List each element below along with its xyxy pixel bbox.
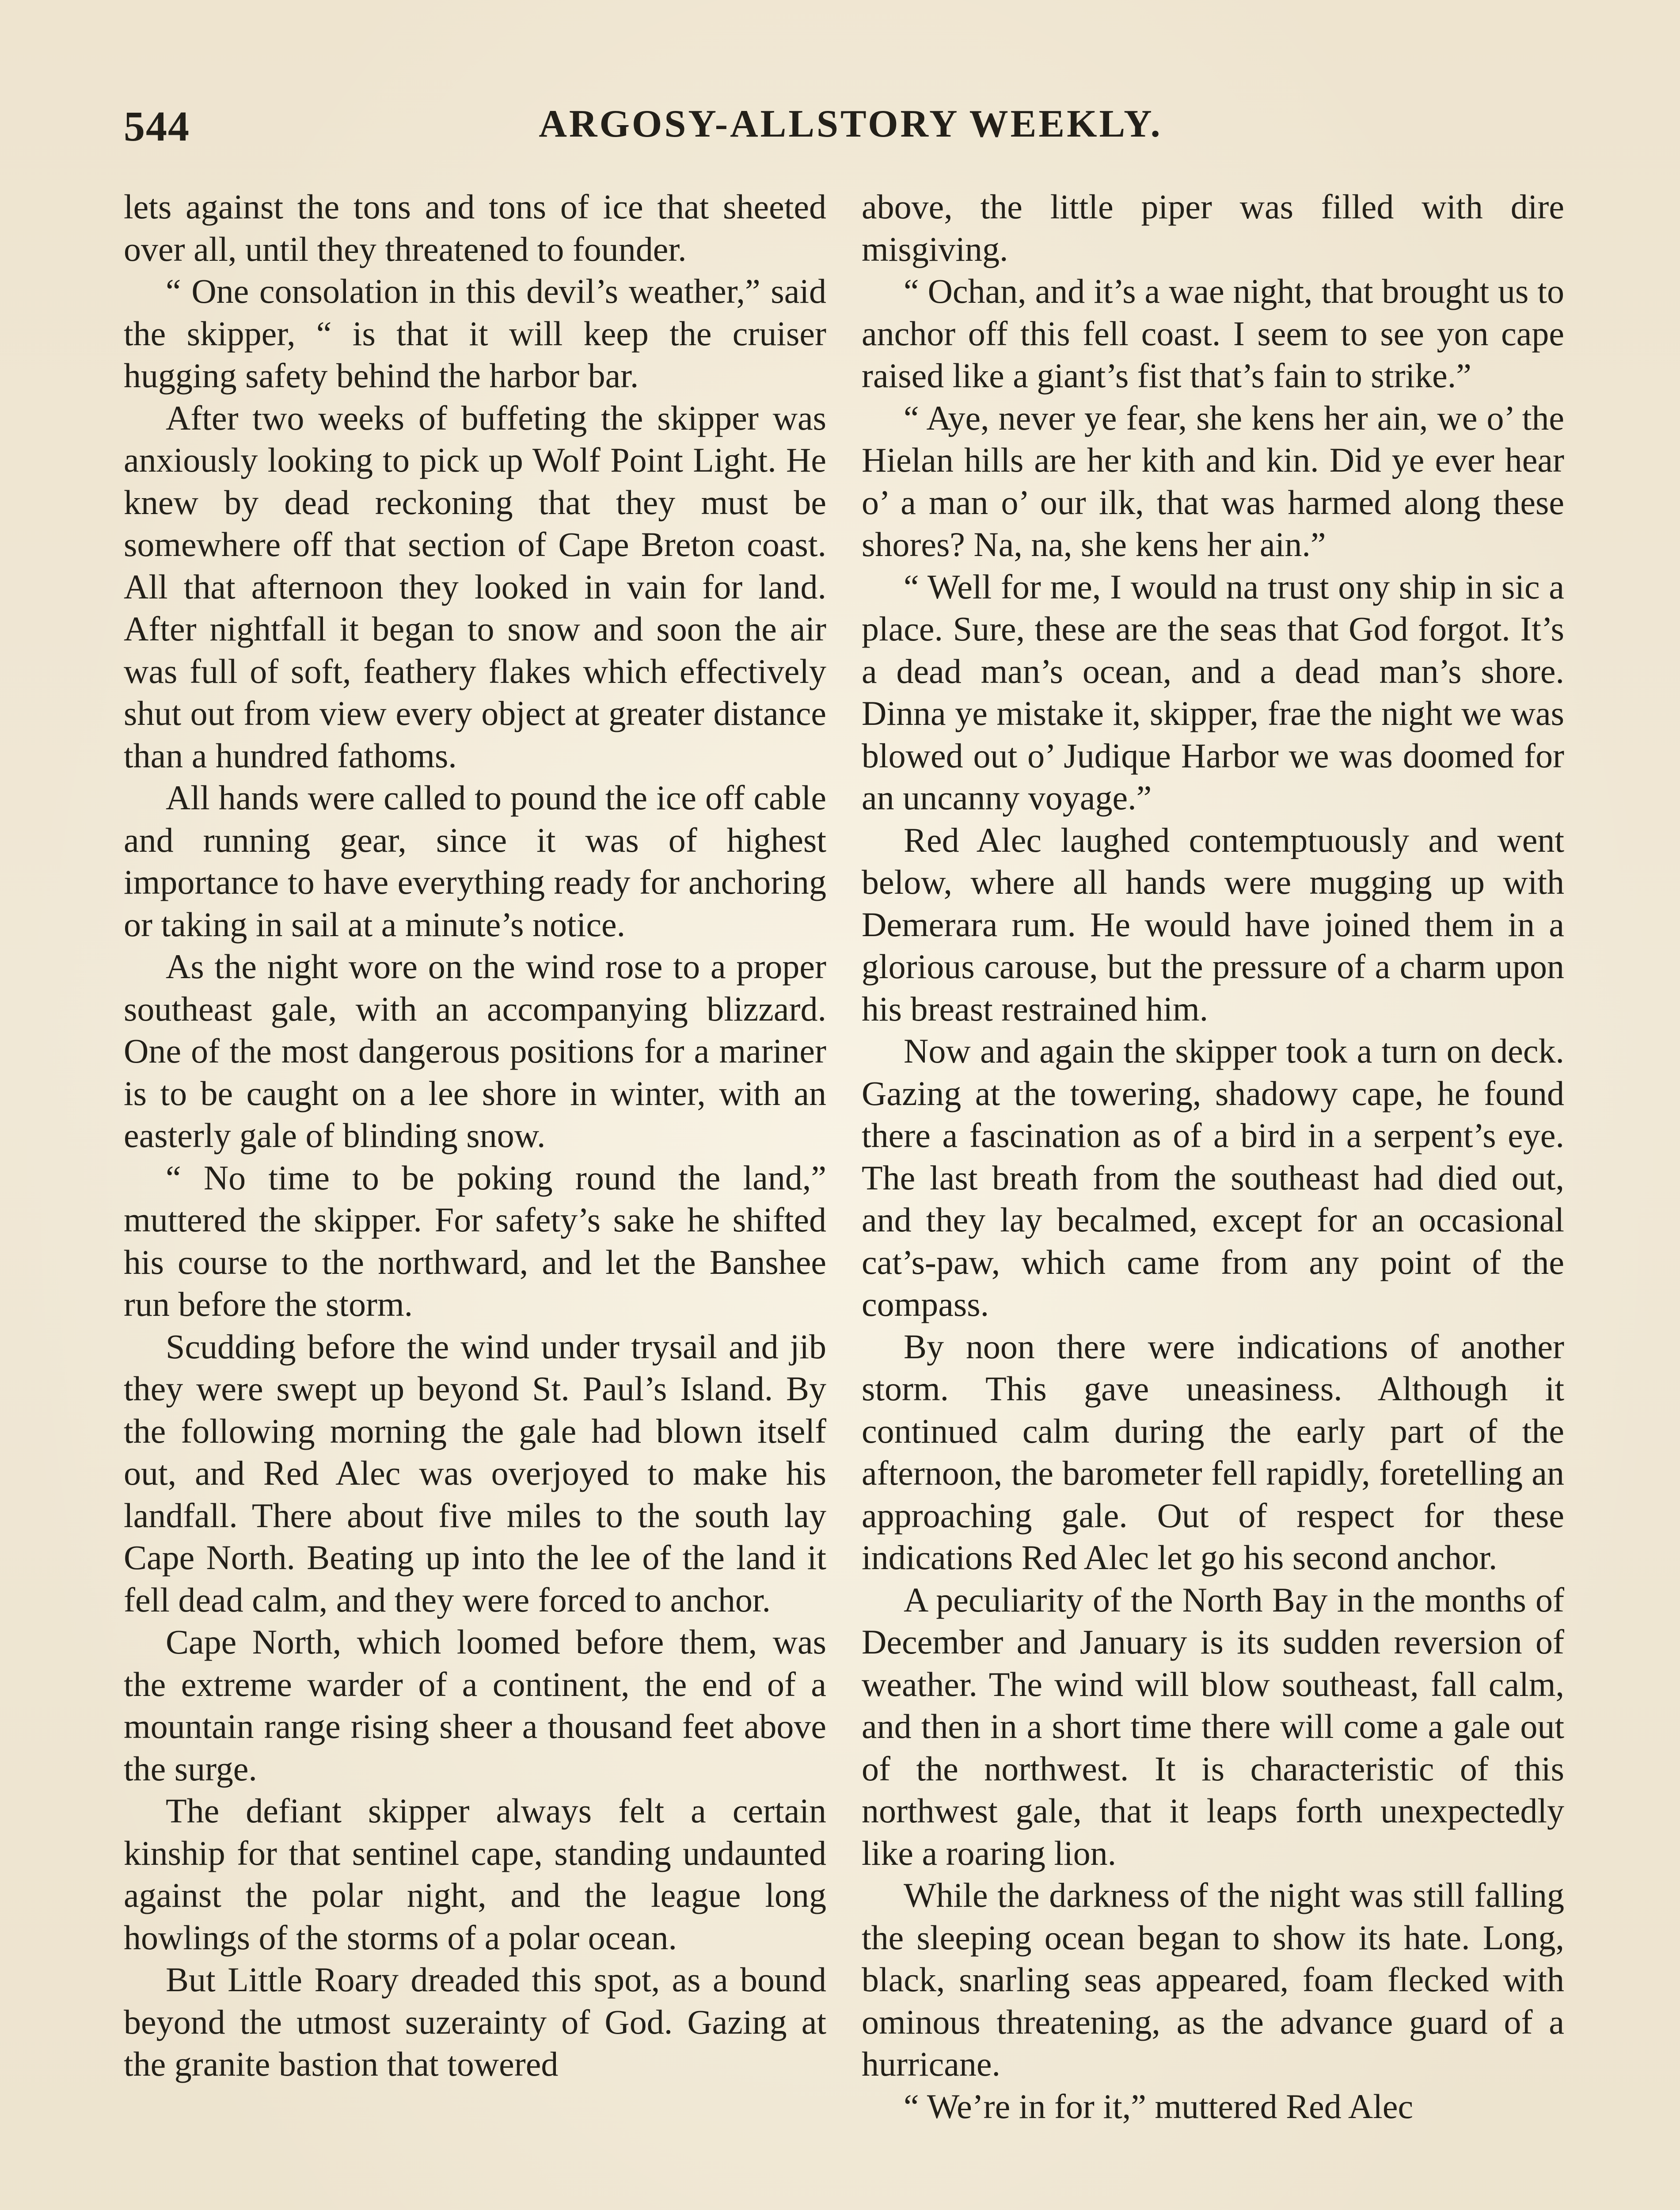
- paragraph: “ Well for me, I would na trust ony ship in sic a place. Sure, these are the seas that God forgot. It’s a dead man’s ocean, and a dead man’s shore. Dinna ye mistake it, skipper, frae the night we was blowed out o’ Judique Harbor we was doomed for an uncanny voyage.”: [862, 567, 1564, 817]
- paragraph: lets against the tons and tons of ice that sheeted over all, until they threatened to founder.: [124, 187, 826, 268]
- paragraph: All hands were called to pound the ice off cable and running gear, since it was of highest importance to have everything ready for anchoring or taking in sail at a minute’s notice.: [124, 778, 826, 944]
- paragraph: But Little Roary dreaded this spot, as a bound beyond the utmost suzerainty of God. Gazing at the granite bastion that towered: [124, 1960, 826, 2083]
- paragraph: Scudding before the wind under trysail and jib they were swept up beyond St. Paul’s Island. By the following morning the gale had blown itself out, and Red Alec was overjoyed to make his landfall. There about five miles to the south lay Cape North. Beating up into the lee of the land it fell dead calm, and they were forced to anchor.: [124, 1327, 826, 1619]
- paragraph: “ One consolation in this devil’s weather,” said the skipper, “ is that it will keep the cruiser hugging safety behind the harbor bar.: [124, 272, 826, 395]
- paragraph: “ Aye, never ye fear, she kens her ain, we o’ the Hielan hills are her kith and kin. Did ye ever hear o’ a man o’ our ilk, that was harmed along these shores? Na, na, she kens her ain.”: [862, 398, 1564, 564]
- paragraph: By noon there were indications of another storm. This gave uneasiness. Although it continued calm during the early part of the afternoon, the barometer fell rapidly, foretelling an approaching gale. Out of respect for these indications Red Alec let go his second anchor.: [862, 1327, 1564, 1577]
- paragraph: Cape North, which loomed before them, was the extreme warder of a continent, the end of a mountain range rising sheer a thousand feet above the surge.: [124, 1623, 826, 1788]
- left-column: [124, 186, 826, 2085]
- paragraph: Now and again the skipper took a turn on deck. Gazing at the towering, shadowy cape, he found there a fascination as of a bird in a serpent’s eye. The last breath from the southeast had died out, and they lay becalmed, except for an occasional cat’s-paw, which came from any point of the compass.: [862, 1032, 1564, 1323]
- paragraph: After two weeks of buffeting the skipper was anxiously looking to pick up Wolf Point Light. He knew by dead reckoning that they must be somewhere off that section of Cape Breton coast. All that afternoon they looked in vain for land. After nightfall it began to snow and soon the air was full of soft, feathery flakes which effectively shut out from view every object at greater distance than a hundred fathoms.: [124, 398, 826, 775]
- paragraph: “ No time to be poking round the land,” muttered the skipper. For safety’s sake he shifted his course to the northward, and let the Banshee run before the storm.: [124, 1158, 826, 1323]
- page-number: 544: [124, 103, 190, 150]
- right-column: [862, 186, 1564, 2127]
- paragraph: As the night wore on the wind rose to a proper southeast gale, with an accompanying blizzard. One of the most dangerous positions for a mariner is to be caught on a lee shore in winter, with an easterly gale of blinding snow.: [124, 947, 826, 1155]
- paragraph: A peculiarity of the North Bay in the months of December and January is its sudden reversion of weather. The wind will blow southeast, fall calm, and then in a short time there will come a gale out of the northwest. It is characteristic of this northwest gale, that it leaps forth unexpectedly like a roaring lion.: [862, 1580, 1564, 1872]
- paragraph: above, the little piper was filled with dire misgiving.: [862, 187, 1564, 268]
- paragraph: “ Ochan, and it’s a wae night, that brought us to anchor off this fell coast. I seem to see yon cape raised like a giant’s fist that’s fain to strike.”: [862, 272, 1564, 395]
- running-title: ARGOSY-ALLSTORY WEEKLY.: [539, 103, 1163, 145]
- paragraph: While the darkness of the night was still falling the sleeping ocean began to show its hate. Long, black, snarling seas appeared, foam flecked with ominous threatening, as the advance guard of a hurricane.: [862, 1876, 1564, 2083]
- paragraph: “ We’re in for it,” muttered Red Alec: [904, 2087, 1414, 2126]
- paragraph: The defiant skipper always felt a certain kinship for that sentinel cape, standing undaunted against the polar night, and the league long howlings of the storms of a polar ocean.: [124, 1791, 826, 1957]
- page-header: [124, 93, 1577, 164]
- paragraph: Red Alec laughed contemptuously and went below, where all hands were mugging up with Demerara rum. He would have joined them in a glorious carouse, but the pressure of a charm upon his breast restrained him.: [862, 820, 1564, 1028]
